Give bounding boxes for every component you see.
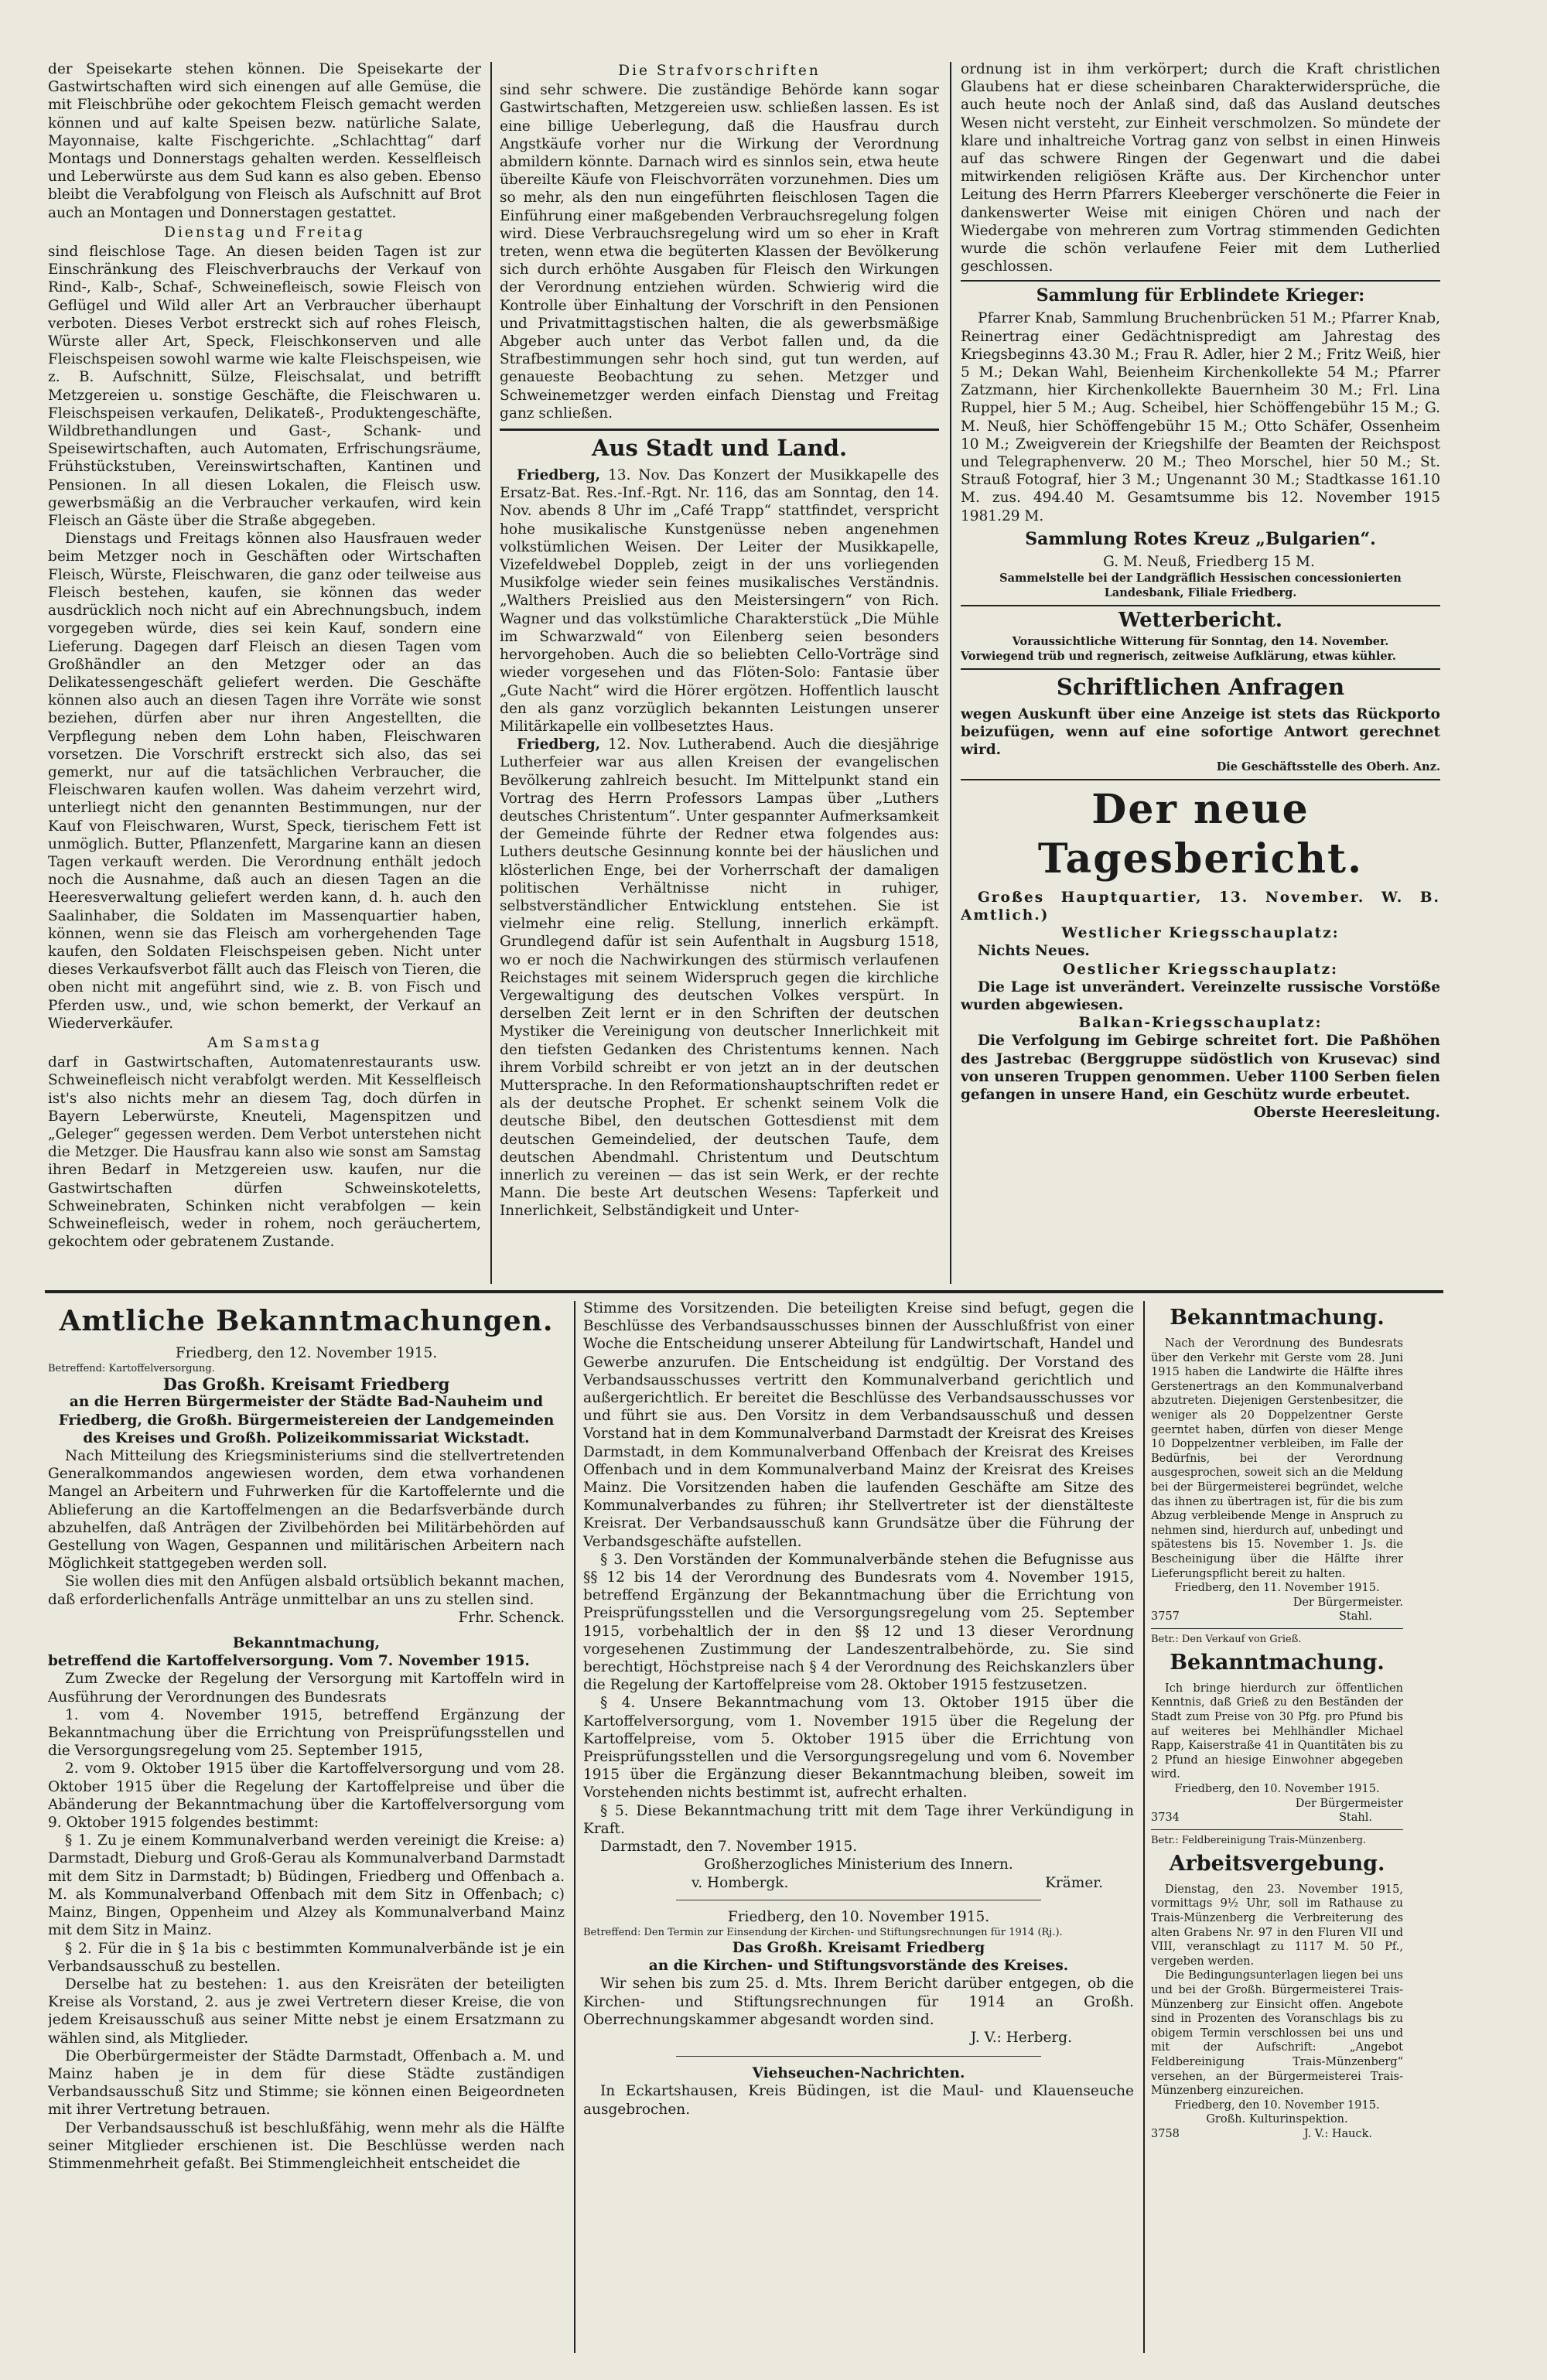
paragraph: Darmstadt, den 7. November 1915. [600, 1839, 858, 1856]
top-column-1 [48, 60, 481, 1284]
section-heading: Der neue Tagesbericht. [1037, 785, 1364, 883]
column-rule [950, 62, 951, 1284]
paragraph: der Speisekarte stehen können. Die Speisekarte der Gastwirtschaften wird sich einengen auf alle Gemüse, die mit Fleischbrühe oder gekochtem Fleisch gemacht werden können und auf kalte Speisen bezw. natürliche Salate, Mayonnaise, kalte Fischgerichte. „Schlachttag“ darf Montags und Donnerstags gehalten werden. Kesselfleisch und Leberwürste aus dem Sud kann es also geben. Ebenso bleibt die Verabfolgung von Fleisch als Aufschnitt auf Brot auch an Montagen und Donnerstagen gestattet. [48, 61, 481, 221]
dateline: Friedberg, den 12. November 1915. [175, 1345, 438, 1361]
paragraph: Stimme des Vorsitzenden. Die beteiligten Kreise sind befugt, gegen die Beschlüsse des Verbandsausschusses binnen der Ausschlußfrist von einer Woche die Entscheidung unserer Abteilung für Landwirtschaft, Handel und Gewerbe anzurufen. Die Entscheidung ist endgültig. Der Vorstand des Verbandsausschusses vertritt den Kommunalverband gerichtlich und außergerichtlich. Er bereitet die Beschlüsse des Verbandsausschusses vor und führt sie aus. Den Vorsitz in dem Verbandsausschuß und dessen Vorstand hat in dem Kommunalverband Darmstadt der Kreisrat des Kreises Darmstadt, in dem Kommunalverband Offenbach der Kreisrat des Kreises Offenbach und in dem Kommunalverband Mainz der Kreisrat des Kreises Mainz. Die Vorsitzenden haben die laufenden Geschäfte am Sitze des Kommunalverbandes zu führen; ihr Stellvertreter ist der dienstälteste Kreisrat. Der Verbandsausschuß kann Grundsätze über die Führung der Verbandsgeschäfte aufstellen. [583, 1300, 1134, 1550]
paragraph: § 2. Für die in § 1a bis c bestimmten Kommunalverbände ist je ein Verbandsausschuß zu bestellen. [48, 1940, 565, 1975]
paragraph: 12. Nov. Lutherabend. Auch die diesjährige Lutherfeier war aus allen Kreisen der evangelischen Bevölkerung zahlreich besucht. Im Mittelpunkt stand ein Vortrag des Herrn Professors Lampas über „Luthers deutsches Christentum“. Unter gespannter Aufmerksamkeit der Gemeinde führte der Redner etwa folgendes aus: Luthers deutsche Gesinnung konnte bei der häuslichen und klösterlichen Enge, bei der Vorherrschaft der damaligen politischen Verhältnisse nicht in ruhiger, selbstverständlicher Entwicklung entstehen. Sie ist vielmehr eine relig. Stellung, innerlich erkämpft. Grundlegend dafür ist sein Aufenthalt in Augsburg 1518, wo er noch die Nachwirkungen des stürmisch verlaufenen Reichstages mit seinem Widerspruch gegen die kirchliche Vergewaltigung des deutschen Volkes verspürt. In derselben Zeit lernt er in den Schriften der deutschen Mystiker die Vereinigung von deutscher Innerlichkeit mit den tiefsten Gedanken des Christentums kennen. Nach ihrem Vorbild schreibt er von jetzt an in der deutschen Muttersprache. In den Reformationshauptschriften redet er als der deutsche Prophet. Er schenkt seinem Volk die deutsche Bibel, den deutschen Gottesdienst mit dem deutschen Gemeindelied, der deutschen Taufe, dem deutschen Abendmahl. Christentum und Deutschtum innerlich zu vereinen — das ist sein Werk, er der rechte Mann. Die beste Art deutschen Wesens: Tapferkeit und Innerlichkeit, Selbständigkeit und Unter- [500, 736, 939, 1220]
ad-number: 3734 [1151, 1811, 1180, 1825]
address-line: an die Herren Bürgermeister der Städte Bad-Nauheim und Friedberg, die Großh. Bürgermeistereien der Landgemeinden des Kreises und Großh. Polizeikommissariat Wickstadt. [58, 1394, 555, 1446]
subheading: Westlicher Kriegsschauplatz: [1061, 925, 1340, 942]
column-rule [490, 62, 492, 1284]
section-heading: Sammlung für Erblindete Krieger: [1036, 285, 1365, 306]
paragraph: Die Oberbürgermeister der Städte Darmstadt, Offenbach a. M. und Mainz haben je in dem für diese Städte zuständigen Verbandsausschuß Sitz und Stimme; sie können einen Beigeordneten mit ihrer Vertretung betrauen. [48, 2047, 565, 2119]
signature: Stahl. [1339, 1610, 1372, 1624]
signature: Großh. Kulturinspektion. [1206, 2113, 1348, 2126]
paragraph: Nach der Verordnung des Bundesrats über den Verkehr mit Gerste vom 28. Juni 1915 haben die Landwirte die Hälfte ihres Gerstenertrags an den Kommunalverband abzutreten. Diejenigen Gerstenbesitzer, die weniger als 20 Doppelzentner Gerste geerntet haben, dürfen von dieser Menge 10 Doppelzentner verbleiben, im Falle der Bedürfnis, bei der Verordnung ausgesprochen, soweit sich an die Meldung bei der Bürgermeisterei begründet, welche das ihnen zu übertragen ist, für die bis zum Abzug verbleibende Menge in Anspruch zu nehmen sind, hierdurch auf, unbedingt und spätestens bis 15. November 1. Js. die Bescheinigung über die Hälfte ihrer Lieferungspflicht bereit zu halten. [1151, 1337, 1403, 1580]
dateline: Friedberg, den 11. November 1915. [1174, 1582, 1380, 1595]
subheading: Oestlicher Kriegsschauplatz: [1063, 961, 1338, 978]
paragraph: wegen Auskunft über eine Anzeige ist stets das Rückporto beizufügen, wenn auf eine sofortige Antwort gerechnet wird. [961, 706, 1440, 759]
paragraph: Zum Zwecke der Regelung der Versorgung mit Kartoffeln wird in Ausführung der Verordnungen des Bundesrats [48, 1671, 565, 1706]
paragraph: Dienstag, den 23. November 1915, vormittags 9½ Uhr, soll im Rathause zu Trais-Münzenberg die Verbreiterung des alten Grabens Nr. 97 in den Fluren VII und VIII, veranschlagt zu 1117 M. 50 Pf., vergeben werden. [1151, 1883, 1403, 1968]
notice-subheading: betreffend die Kartoffelversorgung. Vom 7. November 1915. [48, 1653, 530, 1670]
signature: Krämer. [1045, 1874, 1103, 1891]
section-heading: Aus Stadt und Land. [591, 435, 848, 462]
section-rule [961, 280, 1440, 282]
notice-heading: Bekanntmachung. [1170, 1650, 1385, 1675]
section-heading: Amtliche Bekanntmachungen. [59, 1305, 554, 1337]
dateline: Friedberg, den 10. November 1915. [1174, 1783, 1380, 1796]
section-divider [45, 1290, 1443, 1293]
paragraph: Vorwiegend trüb und regnerisch, zeitweise Aufklärung, etwas kühler. [961, 650, 1396, 664]
dateline: Friedberg, [517, 467, 601, 484]
notice-heading: Bekanntmachung. [1170, 1306, 1385, 1330]
top-column-2 [500, 60, 939, 1284]
paragraph: Der Verbandsausschuß ist beschlußfähig, wenn mehr als die Hälfte seiner Mitglieder erschienen ist. Die Beschlüsse werden nach Stimmenmehrheit gefaßt. Bei Stimmengleichheit entscheidet die [48, 2119, 565, 2172]
signature: Oberste Heeresleitung. [1253, 1105, 1440, 1122]
paragraph: Die Lage ist unverändert. Vereinzelte russische Vorstöße wurden abgewiesen. [961, 978, 1440, 1013]
section-heading: Sammlung Rotes Kreuz „Bulgarien“. [1025, 528, 1376, 549]
subject-line: Betreffend: Kartoffelversorgung. [48, 1363, 215, 1375]
paragraph: 1. vom 4. November 1915, betreffend Ergänzung der Bekanntmachung über die Errichtung von Preisprüfungsstellen und die Versorgungsregelung vom 25. September 1915, [48, 1706, 565, 1760]
paragraph: Wir sehen bis zum 25. d. Mts. Ihrem Bericht darüber entgegen, ob die Kirchen- und Stiftungsrechnungen für 1914 an Großh. Oberrechnungskammer abgesandt worden sind. [583, 1975, 1134, 2028]
notice-heading: Viehseuchen-Nachrichten. [752, 2065, 965, 2082]
signature: J. V.: Hauck. [1303, 2127, 1372, 2140]
paragraph: § 1. Zu je einem Kommunalverband werden vereinigt die Kreise: a) Darmstadt, Dieburg und Groß-Gerau als Kommunalverband Darmstadt mit dem Sitz in Darmstadt; b) Büdingen, Friedberg und Offenbach a. M. als Kommunalverband Offenbach mit dem Sitz in Offenbach; c) Mainz, Bingen, Oppenheim und Alzey als Kommunalverband Mainz mit dem Sitz in Mainz. [48, 1832, 565, 1939]
section-heading: Wetterbericht. [1118, 609, 1282, 633]
section-heading: Schriftlichen Anfragen [1056, 674, 1345, 701]
separator [676, 2056, 1041, 2057]
section-rule [500, 429, 939, 431]
section-rule [961, 779, 1440, 780]
section-rule [961, 605, 1440, 606]
paragraph: Nichts Neues. [978, 943, 1090, 960]
signature: v. Hombergk. [692, 1874, 789, 1891]
paragraph: Pfarrer Knab, Sammlung Bruchenbrücken 51 M.; Pfarrer Knab, Reinertrag einer Gedächtnispredigt am Jahrestag des Kriegsbeginns 43.30 M.; Frau R. Adler, hier 2 M.; Fritz Weiß, hier 5 M.; Dekan Wahl, Beienheim Kirchenkollekte 54 M.; Pfarrer Zatzmann, hier Kirchenkollekte Bauernheim 30 M.; Frl. Lina Ruppel, hier 5 M.; Aug. Scheibel, hier Schöffengebühr 15 M.; G. M. Neuß, hier Schöffengebühr 15 M.; Otto Schäfer, Ossenheim 10 M.; Zweigverein der Kriegshilfe der Beamten der Reichspost und Telegraphenverw. 20 M.; Theo Morschel, hier 50 M.; St. Strauß Fotograf, hier 3 M.; Ungenannt 30 M.; Stadtkasse 161.10 M. zus. 494.40 M. Gesamtsumme bis 12. November 1915 1981.29 M. [961, 310, 1440, 524]
subheading: Die Strafvorschriften [618, 63, 821, 79]
paragraph: Die Verfolgung im Gebirge schreitet fort. Die Paßhöhen des Jastrebac (Berggruppe südöstlich von Krusevac) sind von unseren Truppen genommen. Ueber 1100 Serben fielen gefangen in unsere Hand, ein Geschütz wurde erbeutet. [961, 1033, 1440, 1103]
paragraph: Sammelstelle bei der Landgräflich Hessischen concessionierten Landesbank, Filiale Friedberg. [999, 572, 1402, 600]
ad-number: 3757 [1151, 1610, 1180, 1624]
bottom-column-1 [48, 1299, 565, 2359]
subheading: Balkan-Kriegsschauplatz: [1078, 1015, 1323, 1032]
paragraph: Großherzogliches Ministerium des Innern. [704, 1856, 1013, 1873]
subheading: Dienstag und Freitag [164, 224, 365, 241]
paragraph: darf in Gastwirtschaften, Automatenrestaurants usw. Schweinefleisch nicht verabfolgt werden. Mit Kesselfleisch ist's also nichts mehr an diesem Tag, doch dürfen in Bayern Leberwürste, Kneuteli, Magenspitzen und „Geleger“ gegessen werden. Dem Verbot unterstehen nicht die Metzger. Die Hausfrau kann also wie sonst am Samstag ihren Bedarf in Metzgereien usw. kaufen, nur die Gastwirtschaften dürfen Schweinskoteletts, Schweinebraten, Schinken nicht verabfolgen — kein Schweinefleisch, weder in rohem, noch geräuchertem, gekochtem oder gebratenem Zustande. [48, 1054, 481, 1251]
subheading: Am Samstag [207, 1034, 322, 1051]
signature: Frhr. Schenck. [458, 1609, 565, 1626]
separator [1151, 1829, 1403, 1830]
subject-line: Betr.: Feldbereinigung Trais-Münzenberg. [1151, 1834, 1367, 1846]
paragraph: 13. Nov. Das Konzert der Musikkapelle des Ersatz-Bat. Res.-Inf.-Rgt. Nr. 116, das am Sonntag, den 14. Nov. abends 8 Uhr im „Café Trapp“ stattfindet, verspricht hohe musikalische Kunstgenüsse neben angenehmen volkstümlichen Weisen. Der Leiter der Musikkapelle, Vizefeldwebel Doppleb, zeigt in der uns vorliegenden Musikfolge wieder sein feines musikalisches Verständnis. „Walthers Preislied aus den Meistersingern“ von Rich. Wagner und das volkstümliche Charakterstück „Die Mühle im Schwarzwald“ von Eilenberg seien besonders hervorgehoben. Auch die so beliebten Cello-Vorträge sind wieder vorgesehen und das Flöten-Solo: Fantasie über „Gute Nacht“ wird die Hörer ergötzen. Hoffentlich lauscht den als ganz vorzüglich bekannten Leistungen unserer Militärkapelle ein vollbesetztes Haus. [500, 467, 939, 735]
section-rule [961, 668, 1440, 670]
bottom-column-2 [583, 1299, 1134, 2359]
paragraph: Die Bedingungsunterlagen liegen bei uns und bei der Großh. Bürgermeisterei Trais-Münzenberg zur Einsicht offen. Angebote sind in Prozenten des Voranschlags bis zu obigem Termin verschlossen bei uns und mit der Aufschrift: „Angebot Feldbereinigung Trais-Münzenberg“ versehen, an der Bürgermeisterei Trais-Münzenberg einzureichen. [1151, 1969, 1403, 2098]
signature: J. V.: Herberg. [970, 2029, 1072, 2046]
separator [1151, 1628, 1403, 1629]
paragraph: Dienstags und Freitags können also Hausfrauen weder beim Metzger noch in Geschäften oder Wirtschaften Fleisch, Würste, Fleischwaren, die ganz oder teilweise aus Fleisch bestehen, kaufen, sie können das weder ausdrücklich noch nicht auf ein Abrechnungsbuch, indem vorgegeben würde, dies sei kein Kauf, sondern eine Lieferung. Dagegen darf Fleisch an diesen Tagen vom Großhändler an den Metzger oder an das Delikatessengeschäft geliefert werden. Die Geschäfte können also auch an diesen Tagen ihre Vorräte wie sonst beziehen, dürfen aber nur ihren Angestellten, die Verpflegung neben dem Lohn haben, Fleischwaren vorsetzen. Die Vorschrift erstreckt sich also, das sei gemerkt, nur auf die tatsächlichen Verbraucher, die Fleischwaren kaufen wollen. Was daheim verzehrt wird, unterliegt nicht den genannten Bestimmungen, nur der Kauf von Fleischwaren, Wurst, Speck, tierischem Fett ist unmöglich. Butter, Pflanzenfett, Margarine kann an diesen Tagen verkauft werden. Die Verordnung enthält jedoch noch die Ausnahme, daß auch an diesen Tagen an die Heeresverwaltung geliefert werden kann, d. h. auch den Saalinhaber, die Soldaten im Massenquartier haben, können, wenn sie das Fleisch am vorhergehenden Tage kaufen, den Soldaten Fleischspeisen geben. Nicht unter dieses Verkaufsverbot fällt auch das Fleisch von Tieren, die oben nicht mit angeführt sind, wie z. B. von Fisch und Pferden usw., und, wie schon bemerkt, der Verkauf an Wiederverkäufer. [48, 531, 481, 1032]
dateline: Friedberg, [517, 736, 601, 753]
paragraph: ordnung ist in ihm verkörpert; durch die Kraft christlichen Glaubens hat er diese scheinbaren Charakterwidersprüche, die auch heute noch der Anlaß sind, daß das Ausland deutsches Wesen nicht versteht, zur Einheit verschmolzen. So mündete der klare und inhaltreiche Vortrag ganz von selbst in einen Hinweis auf das schwere Ringen der Gegenwart und die dabei mitwirkenden religiösen Kräfte aus. Der Kirchenchor unter Leitung des Herrn Pfarrers Kleeberger verschönerte die Feier in dankenswerter Weise mit einigen Chören und nach der Wiedergabe von mehreren zum Vortrag stimmenden Gedichten wurde die schön verlaufene Feier mit dem Lutherlied geschlossen. [961, 61, 1440, 275]
paragraph: G. M. Neuß, Friedberg 15 M. [1103, 553, 1315, 570]
paragraph: In Eckartshausen, Kreis Büdingen, ist die Maul- und Klauenseuche ausgebrochen. [583, 2083, 1134, 2118]
notice-heading: Bekanntmachung, [232, 1635, 381, 1652]
address-line: Das Großh. Kreisamt Friedberg [162, 1374, 450, 1395]
subject-line: Betreffend: Den Termin zur Einsendung der Kirchen- und Stiftungsrechnungen für 1914 (Rj.). [583, 1926, 1063, 1938]
dateline: Friedberg, den 10. November 1915. [1174, 2098, 1380, 2112]
paragraph: § 3. Den Vorständen der Kommunalverbände stehen die Befugnisse aus §§ 12 bis 14 der Verordnung des Bundesrats vom 4. November 1915, betreffend Ergänzung der Bekanntmachung über die Errichtung von Preisprüfungsstellen und die Versorgungsregelung vom 25. September 1915, vorbehaltlich der in den §§ 12 und 13 dieser Verordnung vorgesehenen Zustimmung der Landeszentralbehörde, zu. Sie sind berechtigt, Höchstpreise nach § 4 der Verordnung des Reichskanzlers über die Regelung der Kartoffelpreise vom 28. Oktober 1915 festzusetzen. [583, 1551, 1134, 1694]
notice-heading: Arbeitsvergebung. [1169, 1851, 1385, 1876]
dateline: Friedberg, den 10. November 1915. [727, 1908, 990, 1925]
paragraph: § 4. Unsere Bekanntmachung vom 13. Oktober 1915 über die Kartoffelversorgung, vom 1. November 1915 über die Regelung der Kartoffelpreise, vom 5. Oktober 1915 über die Errichtung von Preisprüfungsstellen und die Versorgungsregelung und vom 6. November 1915 über die Ergänzung dieser Bekanntmachung bleiben, soweit im Vorstehenden nichts bestimmt ist, aufrecht erhalten. [583, 1695, 1134, 1801]
paragraph: Die Geschäftsstelle des Oberh. Anz. [1216, 760, 1440, 773]
paragraph: Nach Mitteilung des Kriegsministeriums sind die stellvertretenden Generalkommandos angewiesen worden, dem etwa vorhandenen Mangel an Arbeitern und Fuhrwerken für die Kartoffelernte und die Ablieferung an die Kartoffelmengen an die Bedarfsverbände durch abzuhelfen, daß Anträgen der Zivilbehörden bei Militärbehörden auf Gestellung von Wagen, Gespannen und militärischen Arbeitern nach Möglichkeit stattgegeben werden soll. [48, 1448, 565, 1572]
column-rule [574, 1301, 575, 2353]
subject-line: Betr.: Den Verkauf von Grieß. [1151, 1633, 1302, 1645]
signature: Stahl. [1339, 1811, 1372, 1825]
ad-number: 3758 [1151, 2127, 1180, 2140]
top-column-3 [961, 60, 1440, 1290]
paragraph: Derselbe hat zu bestehen: 1. aus den Kreisräten der beteiligten Kreise als Vorstand, 2. aus je zwei Vertretern dieser Kreise, die von jedem Kreisausschuß aus seiner Mitte nebst je einem Ersatzmann zu wählen sind, als Mitglieder. [48, 1975, 565, 2047]
paragraph: sind fleischlose Tage. An diesen beiden Tagen ist zur Einschränkung des Fleischverbrauchs der Verkauf von Rind-, Kalb-, Schaf-, Schweinefleisch, sowie Fleisch von Geflügel und Wild aller Art an Verbraucher überhaupt verboten. Dieses Verbot erstreckt sich auf rohes Fleisch, Würste aller Art, Speck, Fleischkonserven und alle Fleischspeisen sowohl warme wie kalte Fleischspeisen, wie z. B. Aufschnitt, Sülze, Fleischsalat, und betrifft Metzgereien u. sonstige Geschäfte, die Fleischwaren u. Fleischspeisen verkaufen, Delikateß-, Produktengeschäfte, Wildbrethandlungen und Gast-, Schank- und Speisewirtschaften, auch Automaten, Erfrischungsräume, Frühstückstuben, Vereinswirtschaften, Kantinen und Pensionen. In all diesen Lokalen, die Fleisch usw. gewerbsmäßig an die Verbraucher verkaufen, wird kein Fleisch an Gäste über die Straße abgegeben. [48, 244, 481, 530]
column-rule [1143, 1301, 1145, 2353]
paragraph: sind sehr schwere. Die zuständige Behörde kann sogar Gastwirtschaften, Metzgereien usw. schließen lassen. Es ist eine billige Ueberlegung, daß die Hausfrau durch Angstkäufe vorher nur die Wirkung der Verordnung abmildern könnte. Darnach wird es sinnlos sein, etwa heute übereilte Käufe von Fleischvorräten vorzunehmen. Dies um so mehr, als den nun eingeführten fleischlosen Tagen die Einführung einer maßgebenden Verbrauchsregelung folgen wird. Diese Verbrauchsregelung wird um so eher in Kraft treten, wenn etwa die begüterten Klassen der Bevölkerung sich durch erhöhte Ausgaben für Fleisch den Wirkungen der Verordnung entziehen würden. Schwierig wird die Kontrolle über Einhaltung der Vorschrift in den Pensionen und Privatmittagstischen halten, die als gewerbsmäßige Abgeber auch unter das Verbot fallen und, da die Strafbestimmungen sehr hoch sind, gut tun werden, auf genaueste Beobachtung zu sehen. Metzger und Schweinemetzger werden einfach Dienstag und Freitag ganz schließen. [500, 82, 939, 422]
paragraph: 2. vom 9. Oktober 1915 über die Kartoffelversorgung und vom 28. Oktober 1915 über die Regelung der Kartoffelpreise und über die Abänderung der Bekanntmachung über die Kartoffelversorgung vom 9. Oktober 1915 folgendes bestimmt: [48, 1760, 565, 1832]
paragraph: Ich bringe hierdurch zur öffentlichen Kenntnis, daß Grieß zu den Beständen der Stadt zum Preise von 30 Pfg. pro Pfund bis auf weiteres bei Mehlhändler Michael Rapp, Kaiserstraße 41 in Quantitäten bis zu 2 Pfund an hiesige Einwohner abgegeben wird. [1151, 1682, 1403, 1781]
address-line: an die Kirchen- und Stiftungsvorstände des Kreises. [648, 1958, 1069, 1975]
signature: Der Bürgermeister [1295, 1797, 1403, 1810]
address-line: Das Großh. Kreisamt Friedberg [732, 1939, 985, 1956]
paragraph: Sie wollen dies mit den Anfügen alsbald ortsüblich bekannt machen, daß erforderlichenfalls Anträge unmittelbar an uns zu stellen sind. [48, 1573, 565, 1608]
paragraph: § 5. Diese Bekanntmachung tritt mit dem Tage ihrer Verkündigung in Kraft. [583, 1802, 1134, 1837]
bottom-column-3 [1151, 1301, 1403, 2361]
paragraph: Großes Hauptquartier, 13. November. W. B. Amtlich.) [961, 889, 1440, 924]
paragraph: Voraussichtliche Witterung für Sonntag, den 14. November. [1012, 635, 1389, 649]
signature: Der Bürgermeister. [1293, 1596, 1403, 1609]
